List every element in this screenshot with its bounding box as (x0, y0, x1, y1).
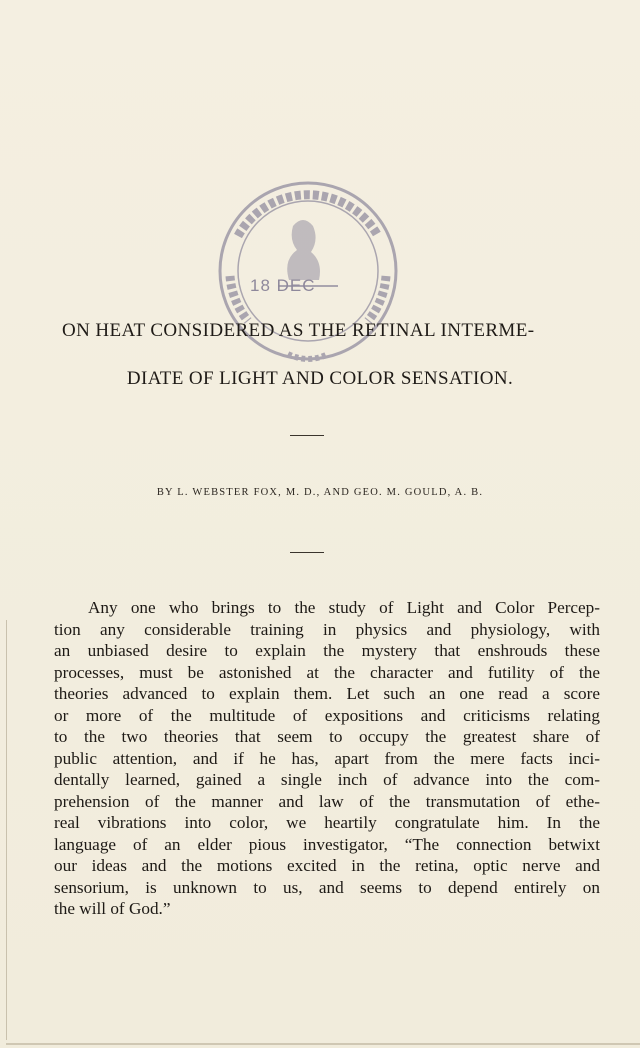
body-line: language of an elder pious investigator, “The connection betwixt (54, 834, 600, 854)
body-line: or more of the multitude of expositions and criticisms relating (54, 705, 600, 725)
body-line: theories advanced to explain them. Let such an one read a score (54, 684, 600, 703)
body-paragraph (54, 597, 600, 920)
body-line: the will of God.” (54, 899, 171, 918)
body-line: public attention, and if he has, apart from the mere facts inci- (54, 748, 600, 768)
divider-rule (290, 552, 324, 553)
page-bottom-edge (6, 1043, 640, 1045)
title-line-1: ON HEAT CONSIDERED AS THE RETINAL INTERME- (62, 320, 535, 341)
body-line: sensorium, is unknown to us, and seems to depend entirely on (54, 877, 600, 897)
body-line: prehension of the manner and law of the transmutation of ethe- (54, 791, 600, 811)
divider-rule (290, 435, 324, 436)
body-line: to the two theories that seem to occupy the greatest share of (54, 727, 600, 746)
body-line: processes, must be astonished at the character and futility of the (54, 662, 600, 682)
stamp-date: 18 DEC (250, 276, 316, 295)
body-line: Any one who brings to the study of Light and Color Percep- (88, 598, 600, 617)
body-line: tion any considerable training in physics and physiology, with (54, 619, 600, 639)
body-line: an unbiased desire to explain the mystery that enshrouds these (54, 641, 600, 660)
author-byline: BY L. WEBSTER FOX, M. D., AND GEO. M. GOULD, A. B. (156, 487, 484, 498)
title-line-2: DIATE OF LIGHT AND COLOR SENSATION. (126, 368, 514, 389)
body-line: dentally learned, gained a single inch of advance into the com- (54, 770, 600, 789)
body-line: real vibrations into color, we heartily congratulate him. In the (54, 813, 600, 832)
body-line: our ideas and the motions excited in the retina, optic nerve and (54, 856, 600, 875)
page-edge-line (6, 620, 7, 1040)
